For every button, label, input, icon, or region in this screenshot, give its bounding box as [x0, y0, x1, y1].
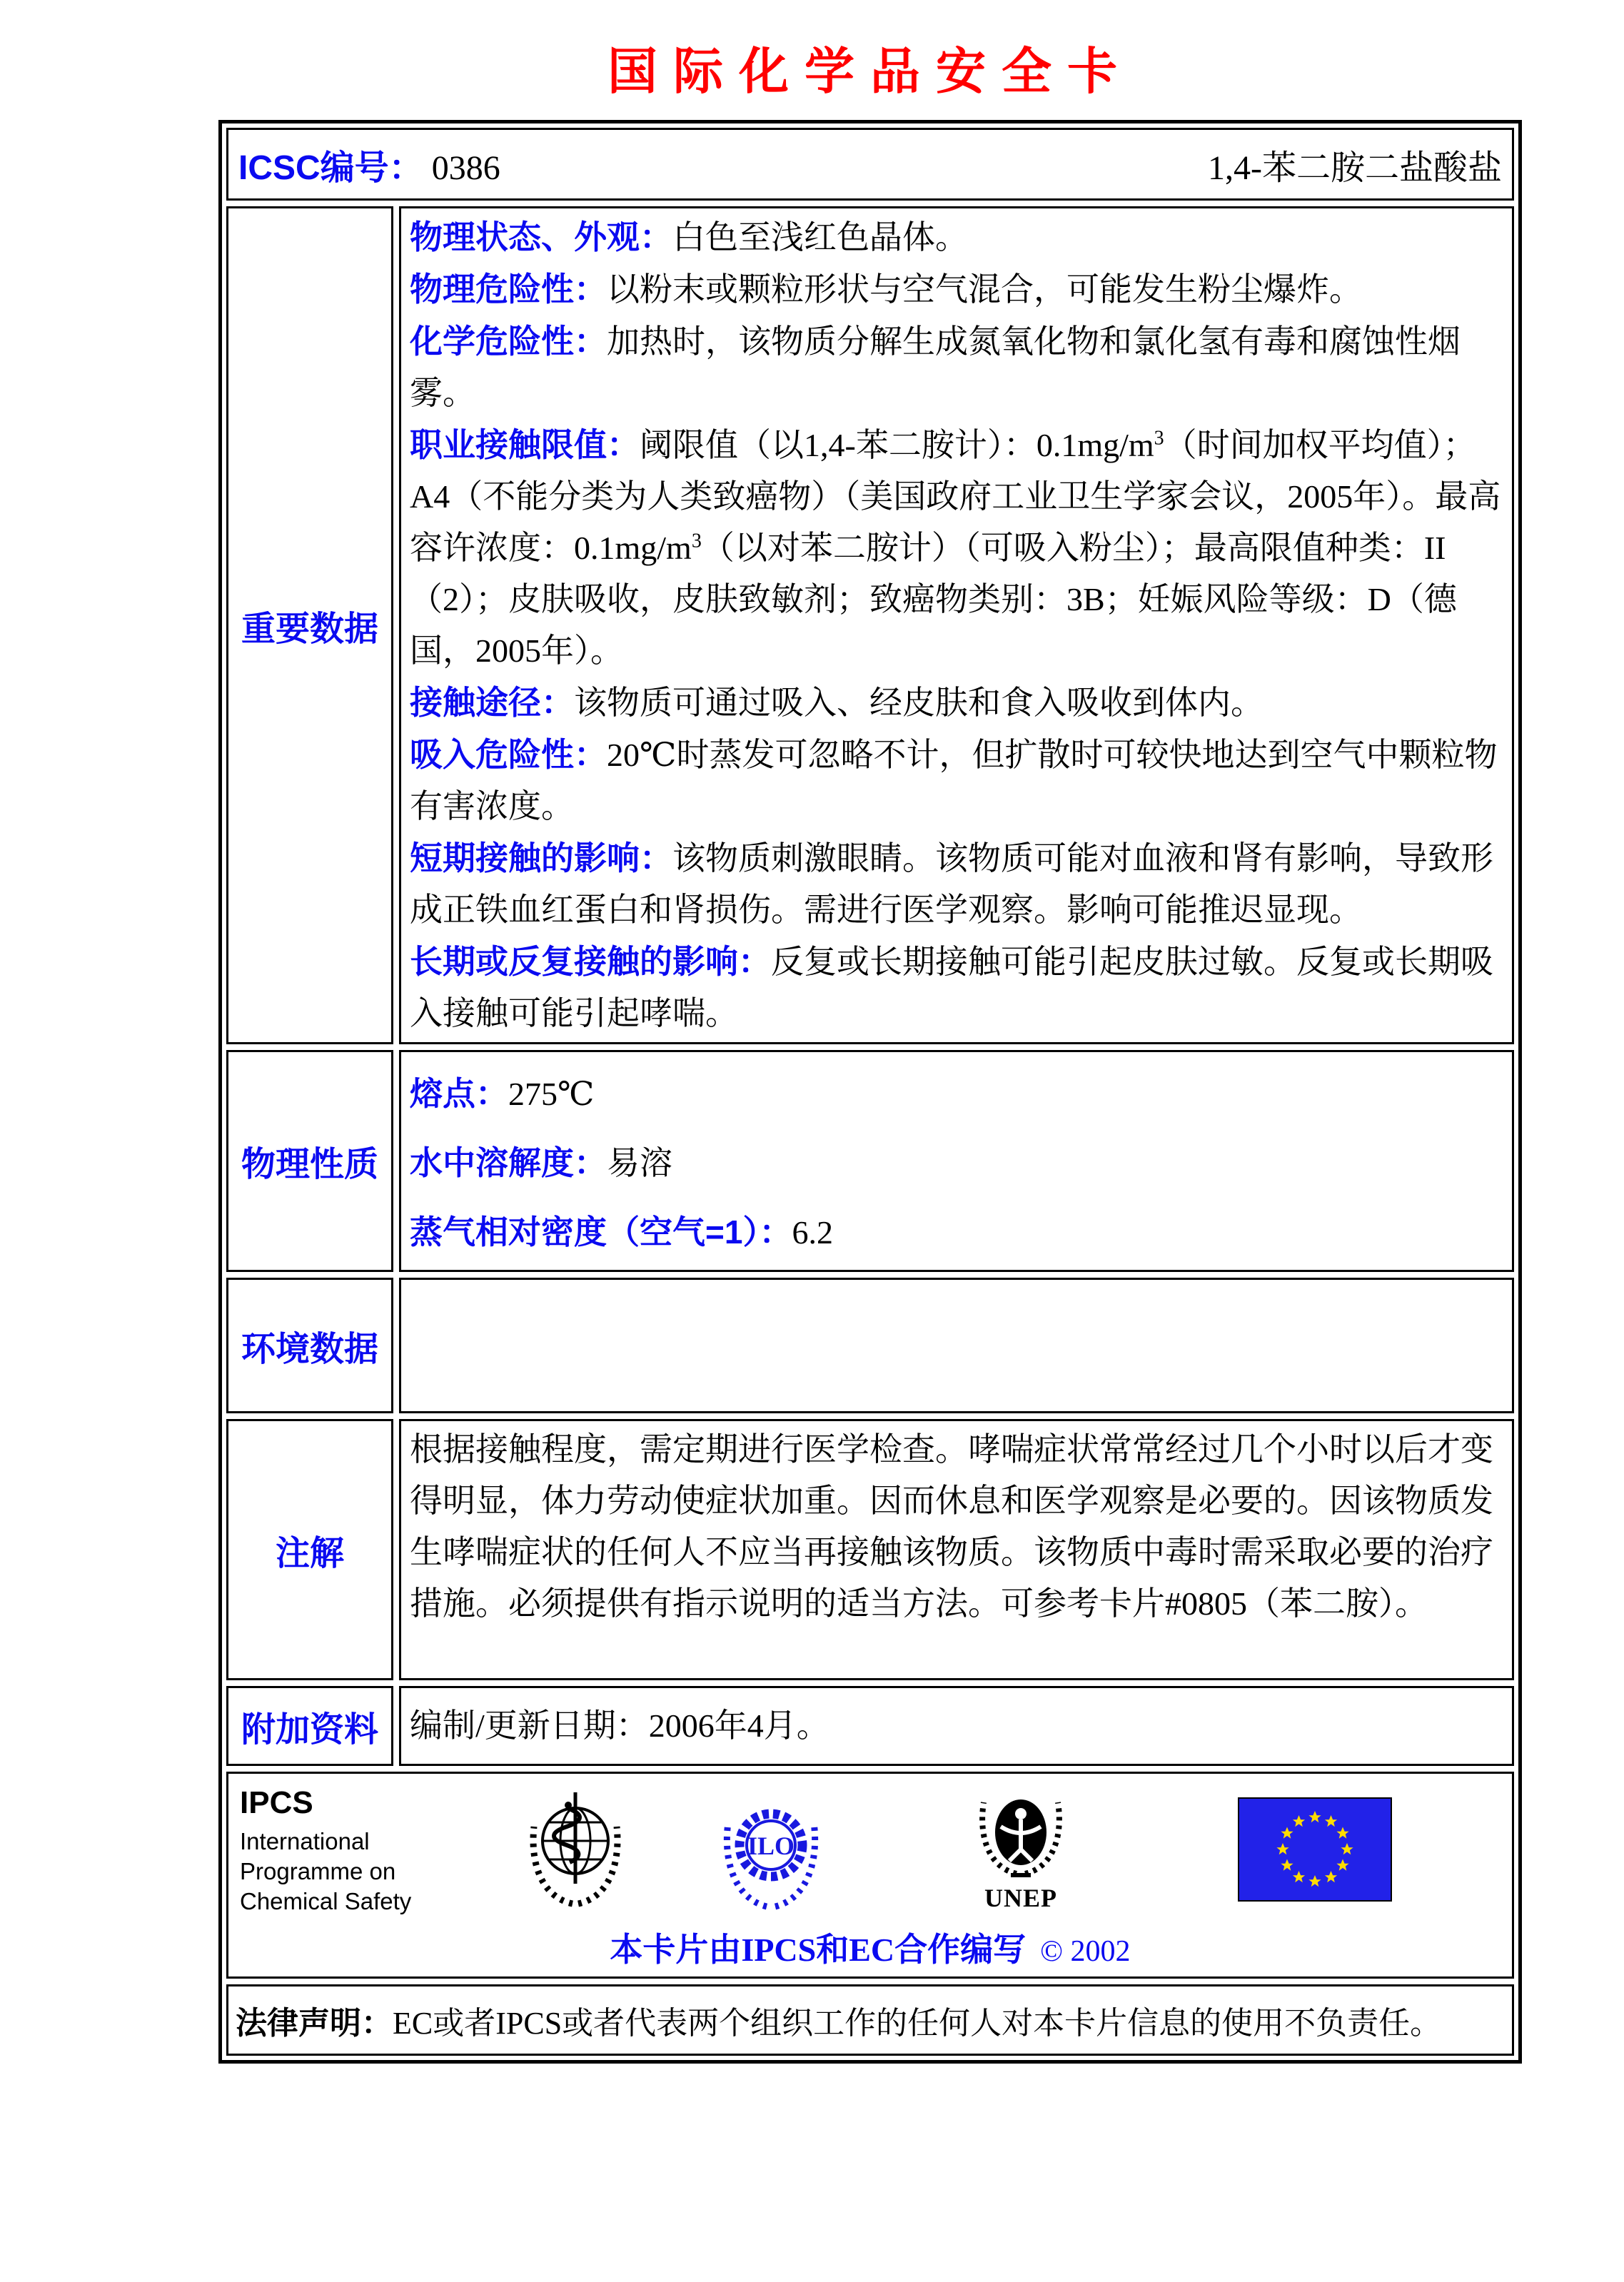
section-content-additional	[399, 1686, 1514, 1766]
field-text: 该物质刺激眼睛。该物质可能对血液和肾有影响，导致形成正铁血红蛋白和肾损伤。需进行医学观察。影响可能推迟显现。	[410, 840, 1493, 928]
field-label: 长期或反复接触的影响：	[410, 943, 771, 980]
section-content-notes	[399, 1419, 1514, 1680]
section-additional-info	[226, 1686, 1514, 1766]
text-paragraph	[410, 729, 1503, 832]
field-label: 吸入危险性：	[410, 736, 607, 773]
text-paragraph	[410, 1059, 1503, 1129]
field-text: 根据接触程度，需定期进行医学检查。哮喘症状常常经过几个小时以后才变得明显，体力劳动使症状加重。因而休息和医学观察是必要的。因该物质发生哮喘症状的任何人不应当再接触该物质。该物质中毒时需采取必要的治疗措施。必须提供有指示说明的适当方法。可参考卡片#0805（苯二胺）。	[410, 1431, 1493, 1622]
section-label-additional: 附加资料	[226, 1686, 393, 1766]
field-label: 短期接触的影响：	[410, 839, 672, 877]
unep-letters: UNEP	[984, 1883, 1057, 1912]
section-content-environment	[399, 1278, 1514, 1413]
unep-logo-icon	[967, 1781, 1075, 1922]
ipcs-line-2: Programme on	[240, 1858, 396, 1884]
section-environment-data	[226, 1278, 1514, 1413]
text-paragraph	[410, 1424, 1503, 1630]
field-text: 以粉末或颗粒形状与空气混合，可能发生粉尘爆炸。	[607, 271, 1362, 308]
field-text: 加热时，该物质分解生成氮氧化物和氯化氢有毒和腐蚀性烟雾。	[410, 323, 1461, 411]
text-paragraph	[410, 211, 1503, 263]
field-label: 蒸气相对密度（空气=1）：	[410, 1213, 792, 1251]
text-paragraph	[410, 1198, 1503, 1267]
ilo-letters: ILO	[747, 1831, 795, 1860]
field-label: 化学危险性：	[410, 323, 607, 360]
caption-year: © 2002	[1040, 1935, 1131, 1968]
page-title: 国际化学品安全卡	[607, 41, 1133, 101]
text-paragraph	[410, 1700, 829, 1752]
field-label: 物理危险性：	[410, 271, 607, 308]
section-label-physical: 物理性质	[226, 1050, 393, 1272]
field-label: 接触途径：	[410, 684, 574, 721]
ilo-logo-icon	[717, 1788, 825, 1914]
footer-logos-row	[226, 1772, 1514, 1979]
legal-label: 法律声明：	[236, 2006, 393, 2041]
ipcs-acronym: IPCS	[240, 1785, 313, 1820]
field-text: 编制/更新日期：2006年4月。	[410, 1707, 829, 1744]
icsc-number-value: 0386	[431, 148, 500, 187]
ipcs-text-block	[240, 1785, 418, 1917]
cooperation-caption	[240, 1924, 1501, 1971]
field-text: 白色至浅红色晶体。	[672, 219, 968, 256]
field-text: （时间加权平均值）；A4（不能分类为人类致癌物）（美国政府工业卫生学家会议，2005年）。最高容许浓度：0.1mg/m	[410, 427, 1501, 566]
section-label-important: 重要数据	[226, 206, 393, 1044]
field-text: 该物质可通过吸入、经皮肤和食入吸收到体内。	[574, 685, 1264, 721]
ipcs-line-3: Chemical Safety	[240, 1888, 412, 1914]
icsc-card-table	[218, 120, 1522, 2064]
icsc-header-row	[226, 128, 1514, 201]
field-text: 反复或长期接触可能引起皮肤过敏。反复或长期吸入接触可能引起哮喘。	[410, 944, 1493, 1031]
legal-disclaimer-row	[226, 1984, 1514, 2056]
section-content-physical	[399, 1050, 1514, 1272]
text-paragraph	[410, 1129, 1503, 1198]
field-text: 20℃时蒸发可忽略不计，但扩散时可较快地达到空气中颗粒物有害浓度。	[410, 737, 1498, 824]
icsc-number-label: ICSC编号：	[238, 148, 423, 187]
section-content-important	[399, 206, 1514, 1044]
chemical-name: 1,4-苯二胺二盐酸盐	[1208, 148, 1502, 187]
icsc-number-group	[238, 140, 500, 189]
field-label: 职业接触限值：	[410, 426, 640, 463]
field-label: 熔点：	[410, 1075, 508, 1112]
who-logo-icon	[518, 1788, 632, 1914]
text-paragraph	[410, 315, 1503, 419]
superscript: 3	[1154, 427, 1164, 450]
field-text: 6.2	[792, 1214, 833, 1251]
section-physical-properties	[226, 1050, 1514, 1272]
section-label-notes: 注解	[226, 1419, 393, 1680]
text-paragraph	[410, 832, 1503, 936]
text-paragraph	[410, 419, 1503, 677]
section-important-data	[226, 206, 1514, 1044]
legal-text: EC或者IPCS或者代表两个组织工作的任何人对本卡片信息的使用不负责任。	[393, 2006, 1442, 2041]
text-paragraph	[410, 677, 1503, 729]
text-paragraph	[410, 936, 1503, 1039]
field-label: 物理状态、外观：	[410, 218, 672, 256]
logos-strip	[240, 1782, 1501, 1919]
field-text: （以对苯二胺计）（可吸入粉尘）；最高限值种类：II（2）；皮肤吸收，皮肤致敏剂；致癌物类别：3B；妊娠风险等级：D（德国，2005年）。	[410, 530, 1457, 669]
field-label: 水中溶解度：	[410, 1144, 607, 1181]
caption-text: 本卡片由IPCS和EC合作编写	[610, 1932, 1027, 1968]
text-paragraph	[410, 263, 1503, 315]
ipcs-line-1: International	[240, 1828, 370, 1854]
superscript: 3	[691, 530, 702, 552]
section-notes	[226, 1419, 1514, 1680]
field-text: 275℃	[508, 1076, 595, 1112]
field-text: 易溶	[607, 1145, 672, 1181]
eu-flag-icon	[1238, 1797, 1392, 1905]
field-text: 阈限值（以1,4-苯二胺计）：0.1mg/m	[640, 427, 1154, 463]
section-label-environment: 环境数据	[226, 1278, 393, 1413]
